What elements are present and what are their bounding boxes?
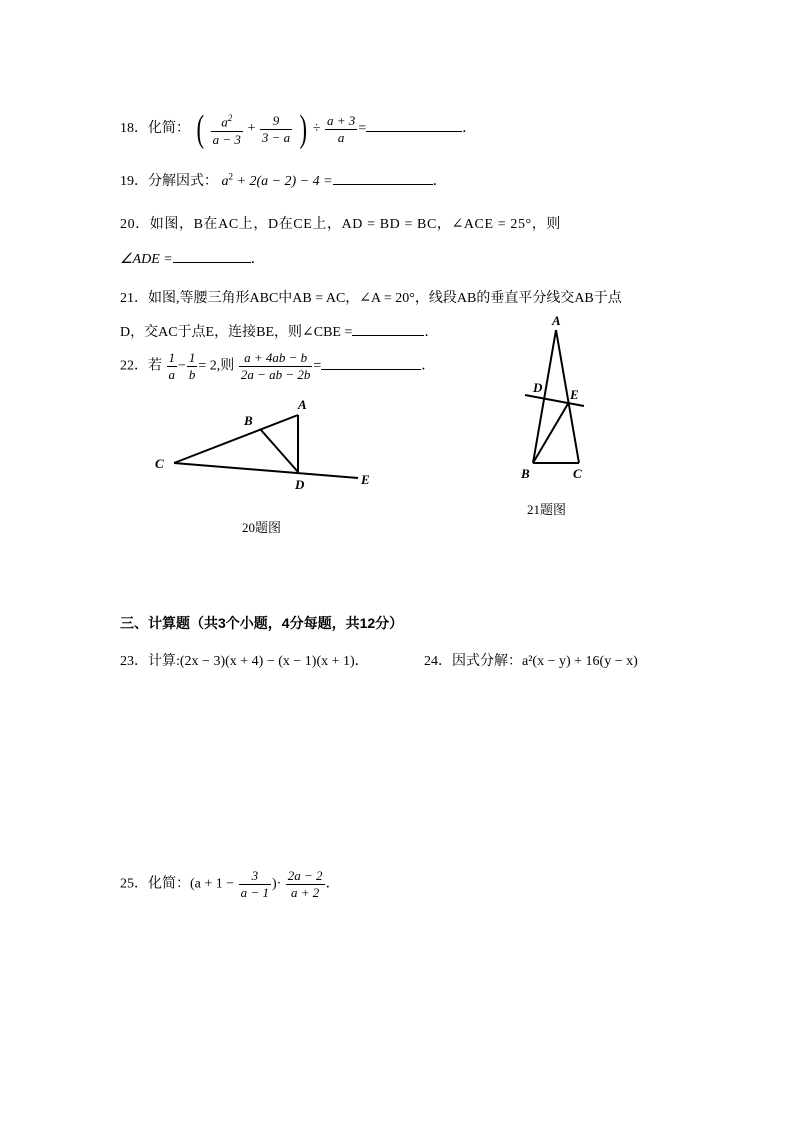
- figure-20: [150, 395, 390, 495]
- fraction-a3-over-a: $\frac{a + 3}{a}$: [326, 112, 356, 145]
- section-3-title: 三、计算题（共3个小题，4分每题，共12分）: [120, 615, 404, 631]
- figure-20-caption: 20题图: [242, 520, 282, 535]
- fig20-label-D: D: [295, 477, 305, 492]
- left-paren: (: [196, 108, 204, 150]
- fraction-9-over-3-a: $\frac{9}{3 - a}$: [261, 112, 291, 145]
- question-23: 23．计算:(2x − 3)(x + 4) − (x − 1)(x + 1)．: [120, 654, 369, 669]
- question-19: 19．分解因式： $a^2 + 2(a - 2) - 4$ = ．: [120, 171, 447, 189]
- answer-blank[interactable]: [352, 321, 424, 336]
- q18-number: 18．: [120, 121, 148, 137]
- figure-21: [510, 310, 610, 485]
- question-21-line1: 21．如图,等腰三角形ABC中AB = AC，∠A = 20°，线段AB的垂直平分线交AB于点: [120, 291, 622, 306]
- fig21-label-E: E: [570, 387, 579, 402]
- figure-21-caption: 21题图: [527, 502, 567, 517]
- fig20-label-C: C: [155, 456, 164, 471]
- question-18: 18．化简： ( $\frac{a^2}{a - 3}$ + $\frac{9}{3 - a}$ ) ÷ $\frac{a + 3}{a}$ = ．: [120, 108, 477, 150]
- answer-blank[interactable]: [321, 355, 421, 370]
- question-25: 25．化简：(a + 1 − $\frac{3}{a - 1}$ )· $\frac{2a - 2}{a + 2}$ ．: [120, 868, 340, 900]
- fig21-label-D: D: [533, 380, 543, 395]
- answer-blank[interactable]: [333, 170, 433, 185]
- answer-blank[interactable]: [173, 248, 251, 263]
- question-20-line2: ∠ADE = ．: [120, 248, 265, 268]
- fig20-label-E: E: [361, 472, 370, 487]
- fraction-a2-over-a-3: $\frac{a^2}{a - 3}$: [211, 110, 243, 147]
- fig21-label-C: C: [573, 466, 582, 481]
- fig21-label-A: A: [552, 313, 561, 328]
- q18-label: 化简：: [148, 121, 190, 137]
- right-paren: ): [299, 108, 307, 150]
- question-22: 22．若 $\frac{1}{a}$ − $\frac{1}{b}$ = 2,则 $\frac{a + 4ab - b}{2a - ab - 2b}$ = ．: [120, 350, 436, 382]
- plus-sign: +: [247, 121, 256, 137]
- answer-blank[interactable]: [366, 117, 462, 132]
- question-24: 24．因式分解：a²(x − y) + 16(y − x): [424, 654, 638, 669]
- question-20-line1: 20．如图，B在AC上，D在CE上，AD = BD = BC，∠ACE = 25°，则: [120, 217, 561, 232]
- divide-sign: ÷: [312, 121, 321, 137]
- fig20-label-B: B: [244, 413, 253, 428]
- question-21-line2: D，交AC于点E，连接BE，则∠CBE = ．: [120, 321, 438, 341]
- fig20-label-A: A: [298, 397, 307, 412]
- fig21-label-B: B: [521, 466, 530, 481]
